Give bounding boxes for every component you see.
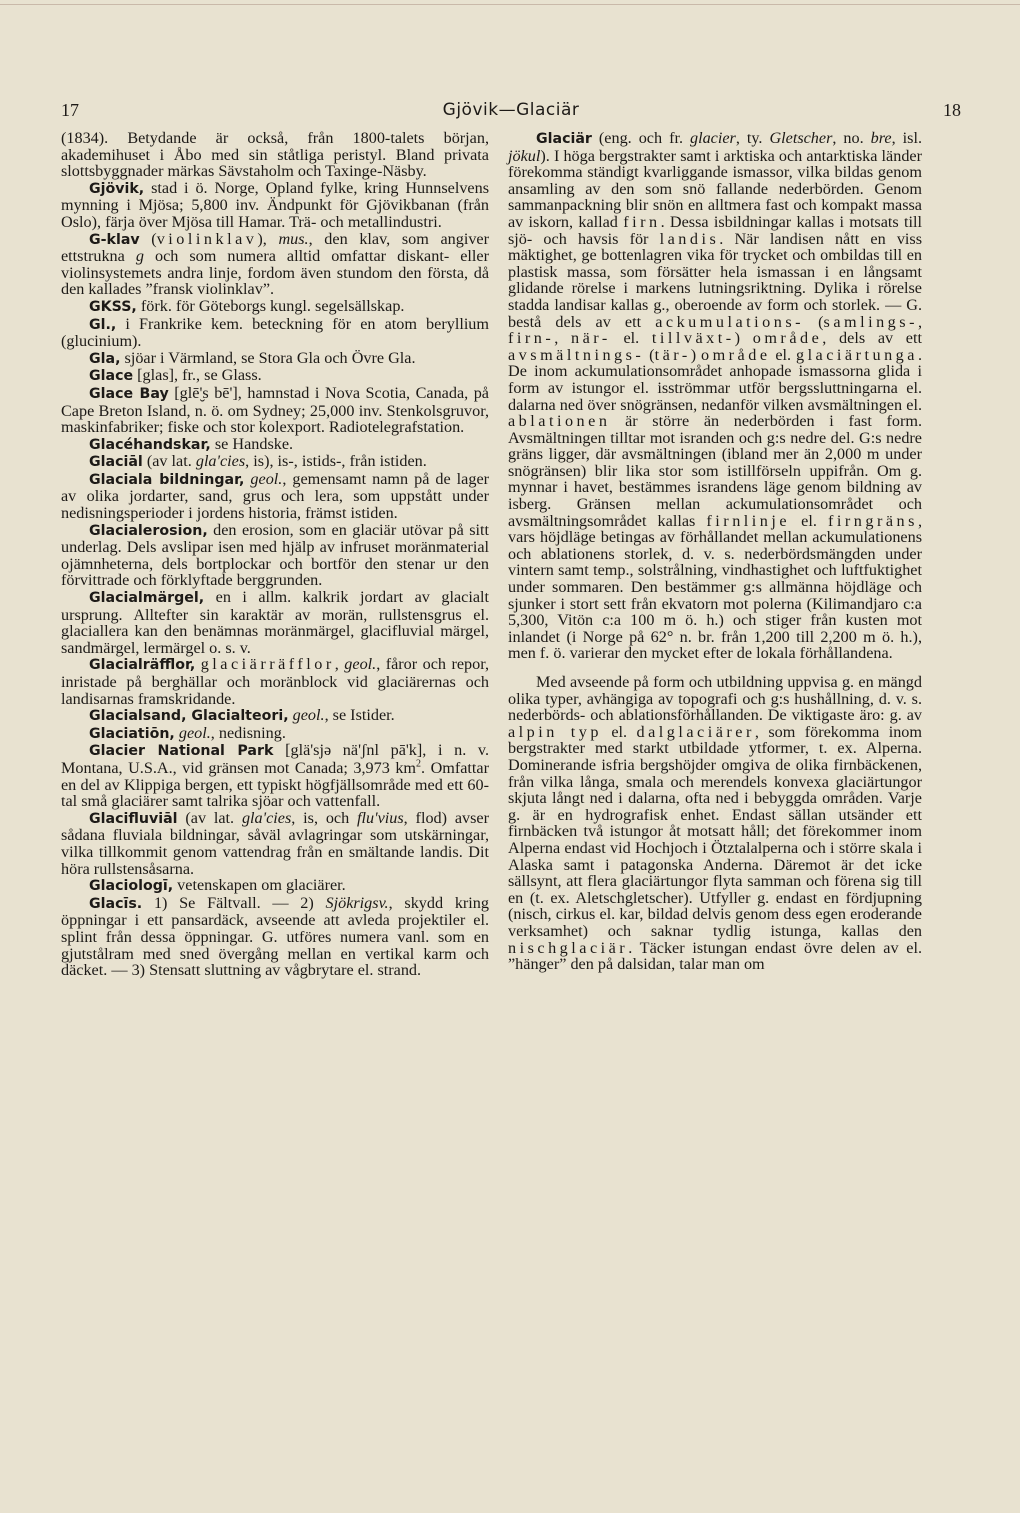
- entry-headword: Glacéhandskar,: [89, 436, 211, 453]
- entry-text: samlings-: [823, 312, 918, 331]
- entry-text: Med avseende på form och utbildning uppvisa g. en mängd olika typer, avhängiga av topografi och g:s hushållning, d. v. s. nederbörds- och ablationsförhållanden. De viktigaste äro: g. av: [508, 673, 922, 725]
- entry-text: 1) Se Fältvall. — 2): [142, 893, 326, 912]
- entry-text: gla'cies: [241, 808, 292, 827]
- dictionary-entry: [61, 707, 489, 725]
- entry-text: (: [644, 345, 655, 364]
- entry-text: , vars höjdläge betingas av förhållandet mellan ackumulationens och ablationens storlek, d. v. s. nederbördsmängden under vintern samt temp., solstrålning, vindhastighet och luftfuktighet under sommaren. Den bestämmer g:s allmänna höjdläge och sjunker i stort sett från ekvatorn mot polerna (Kilimandjaro c:a 5,300, Vitön c:a 100 m ö. h.) och stiger från kusten mot inlandet (i Norge på 62° n. br. från 1,200 till 2,200 m ö. h.), men f. ö. varierar den mycket efter de lokala förhållandena.: [508, 511, 922, 663]
- entry-text: . De inom ackumulationsområdet anhopade ismassorna glida i form av istungor el. isströmmar utför bergssluttningarna el. dalarna ned över snögränsen, nedanför vilken avsmältningen el.: [508, 345, 923, 414]
- entry-text: tär-: [654, 345, 691, 364]
- entry-headword: Glace: [89, 368, 134, 385]
- entry-text: område: [700, 345, 771, 364]
- entry-text: , isl.: [891, 129, 922, 147]
- entry-text: mus.: [278, 229, 309, 248]
- entry-headword: Gl.,: [89, 316, 117, 333]
- dictionary-entry: [61, 367, 489, 385]
- entry-text: [glä'sjə nä'ʃnl pā'k], i n. v. Montana, U.S.A., vid gränsen mot Canada; 3,973 km: [61, 741, 489, 777]
- entry-text: geol.: [292, 706, 325, 725]
- entry-text: 2: [416, 758, 422, 770]
- entry-text: gla'cies: [195, 452, 246, 471]
- entry-text: , ty.: [735, 129, 770, 147]
- entry-headword: Glacifluviāl: [89, 810, 178, 827]
- entry-text: tillväxt-: [651, 329, 735, 348]
- entry-text: en i allm. kalkrik jordart av glacialt ursprung. Alltefter sin karaktär av morän, rullstensgrus el. glaciallera kan den benämnas moränmärgel, glacifluvial märgel, sandmärgel, lermärgel o. s. v.: [61, 588, 489, 657]
- entry-text: , som förekomma inom bergstrakter med starkt utbildade ytformer, t. ex. Alperna. Dominerande isfria bergshöjder omgiva de olika firnbäckenen, från vilka långa, smala och merendels konvexa glaciärtungor skjuta långt ned i dalarna, ofta ned i bebyggda områden. Varje g. är en hydrografisk enhet. Endast sällan utsänder ett firnbäcken två istungor åt motsatt håll; det förekommer inom Alperna endast vid Hochjoch i Ötztalalperna och i större skala i Alaska samt i patagonska Anderna. Däremot är det icke sällsynt, att flera glaciärtungor flyta samman och förena sig till en (t. ex. Aletschgletscher). Utfyller g. endast en fördjupning (nisch, cirkus el. kar, bildad delvis genom dess egen eroderande verksamhet) och saknar tydlig istunga, kallas den: [508, 722, 922, 940]
- entry-text: (av lat.: [177, 808, 242, 827]
- entry-headword: Glacialmärgel,: [89, 590, 205, 607]
- entry-headword: Glacier National Park: [89, 743, 274, 760]
- entry-text: glaciärtunga: [795, 345, 918, 364]
- entry-text: alpin typ: [508, 722, 602, 741]
- entry-text: den erosion, som en glaciär utövar på sitt underlag. Dels avslipar isen med hjälp av infruset moränmaterial ojämnheterna, dels bortplockar och bortför den stenar ur den förvittrade och förklyftade berggrunden.: [61, 520, 489, 590]
- entry-text: , dels av ett: [822, 329, 922, 348]
- dictionary-entry: [61, 180, 489, 231]
- entry-text: se Handske.: [210, 434, 294, 453]
- dictionary-entry: [61, 316, 489, 350]
- entry-text: el.: [770, 345, 796, 364]
- entry-text: , is, och: [291, 808, 358, 827]
- entry-text: ): [734, 329, 753, 348]
- dictionary-entry: [61, 895, 489, 979]
- running-head: Gjövik—Glaciär: [442, 100, 580, 120]
- page-number-left: 17: [61, 100, 79, 120]
- entry-text: (: [804, 312, 824, 331]
- entry-text: jökul: [508, 146, 541, 165]
- dictionary-entry: [61, 471, 489, 522]
- dictionary-entry: [61, 385, 489, 436]
- entry-headword: Gla,: [89, 350, 121, 367]
- entry-text: [glas], fr., se Glass.: [133, 366, 262, 385]
- entry-text: el.: [610, 329, 652, 348]
- entry-text: geol.: [250, 469, 283, 488]
- entry-text: (eng. och fr.: [591, 129, 690, 147]
- dictionary-entry: [508, 674, 922, 973]
- entry-text: när-: [571, 329, 611, 348]
- entry-text: firn-: [508, 329, 555, 348]
- entry-headword: Glacialsand, Glacialteori,: [89, 708, 289, 725]
- dictionary-entry: [61, 522, 489, 589]
- entry-text: . Dessa isbildningar kallas i motsats till sjö- och havsis för: [508, 212, 922, 248]
- entry-headword: Glaciāl: [89, 454, 143, 471]
- dictionary-entry: [61, 453, 489, 471]
- entry-text: vetenskapen om glaciärer.: [173, 876, 346, 895]
- entry-text: , flod) avser sådana fluviala bildningar, såväl avlagringar som utskärningar, vilka tillkommit genom vattendrag från en smältande landis. Dit höra rullstensåsarna.: [61, 808, 490, 878]
- entry-text: flu'vius: [357, 808, 404, 827]
- dictionary-entry: [61, 742, 489, 809]
- dictionary-entry: [508, 130, 922, 662]
- entry-headword: Gjövik,: [89, 180, 145, 197]
- entry-text: stad i ö. Norge, Opland fylke, kring Hunnselvens mynning i Mjösa; 5,800 inv. Ändpunkt för Gjövikbanan (från Oslo), färja över Mjösa till Hamar. Trä- och metallindustri.: [61, 178, 489, 231]
- entry-headword: Glaciologī,: [89, 878, 174, 895]
- entry-headword: Glacīs.: [89, 895, 143, 912]
- entry-text: glaciärräfflor: [200, 655, 335, 674]
- entry-text: , gemensamt namn på de lager av olika jordarter, sand, grus och lera, som uppstått under nedisningsperioder i jordens historia, främst istiden.: [61, 469, 490, 523]
- entry-text: ,: [334, 655, 345, 674]
- entry-text: Gletscher: [769, 129, 833, 147]
- entry-text: i Frankrike kem. beteckning för en atom beryllium (glucinium).: [61, 314, 489, 351]
- entry-text: firnlinje: [706, 511, 791, 530]
- entry-headword: Glace Bay: [89, 385, 169, 402]
- entry-text: firn: [623, 212, 661, 231]
- entry-text: , se Istider.: [324, 706, 395, 725]
- entry-headword: Glacialräfflor,: [89, 657, 196, 674]
- entry-text: ackumulations-: [655, 312, 805, 331]
- entry-text: , den klav, som angiver ettstrukna: [61, 229, 490, 266]
- entry-text: landis: [659, 229, 720, 248]
- entry-text: el.: [601, 722, 637, 741]
- entry-text: firngräns: [828, 511, 918, 530]
- entry-text: . När landisen nått en viss mäktighet, ge bottenlagren vika för trycket och ombildas till en plastisk massa, som försätter hela ismassan i en långsamt glidande rörelse i markens lutningsriktning. Dylika i rörelse stadda landisar kallas g., oberoende av form och storlek. — G. bestå dels av ett: [508, 229, 923, 331]
- entry-text: sjöar i Värmland, se Stora Gla och Övre Gla.: [120, 348, 416, 367]
- dictionary-entry: [61, 436, 489, 454]
- entry-text: glacier: [689, 129, 736, 147]
- entry-text: el.: [790, 511, 829, 530]
- entry-headword: G-klav: [89, 231, 140, 248]
- entry-headword: Glaciala bildningar,: [89, 471, 245, 488]
- entry-headword: GKSS,: [89, 298, 137, 315]
- entry-text: ,: [554, 329, 572, 348]
- dictionary-entry: [61, 350, 489, 368]
- entry-headword: Glaciär: [536, 131, 592, 147]
- dictionary-entry: [61, 231, 489, 298]
- entry-text: , no.: [832, 129, 871, 147]
- entry-text: . Omfattar en del av Klippiga bergen, ett typiskt högfjällsområde med ett 60-tal små glaciärer samt talrika sjöar och vattenfall.: [61, 758, 489, 811]
- dictionary-entry: [61, 810, 489, 877]
- entry-text: bre: [870, 129, 892, 147]
- dictionary-entry: [61, 589, 489, 656]
- entry-text: ,: [917, 312, 923, 331]
- entry-text: geol.: [178, 723, 211, 742]
- entry-text: (av lat.: [142, 452, 196, 471]
- entry-text: geol.: [344, 655, 377, 674]
- entry-text: ),: [257, 229, 279, 248]
- entry-text: , fåror och repor, inristade på berghällar och moränblock vid glaciärernas och landisarnas framskridande.: [61, 655, 489, 708]
- continued-paragraph: [61, 130, 489, 180]
- dictionary-entry: [61, 298, 489, 316]
- right-column: [508, 130, 922, 973]
- entry-text: . Täcker istungan endast övre delen av el. ”hänger” den på dalsidan, talar man om: [508, 938, 922, 974]
- entry-text: ). I höga bergstrakter samt i arktiska och antarktiska länder förekomma ständigt kvarliggande ismassor, vilka bildas genom ansamling av den som snö fallande nederbörden. Genom sammanpackning blir snön en alltmera fast och kompakt massa av iskorn, kallad: [508, 146, 922, 231]
- entry-text: dalglaciärer: [636, 722, 755, 741]
- entry-text: förk. för Göteborgs kungl. segelsällskap.: [136, 296, 405, 315]
- entry-headword: Glacialerosion,: [89, 522, 208, 539]
- entry-text: område: [752, 329, 823, 348]
- entry-headword: Glaciatiōn,: [89, 725, 175, 742]
- entry-text: [glē'̮s bē'], hamnstad i Nova Scotia, Canada, på Cape Breton Island, n. ö. om Sydney; 25,000 inv. Stenkolsgruvor, maskinfabriker; fiske och stor kolexport. Radiotelegrafstation.: [61, 383, 489, 437]
- top-rule: [0, 4, 1020, 5]
- entry-text: , nedisning.: [210, 723, 286, 742]
- entry-text: Sjökrigsv.: [325, 893, 389, 912]
- dictionary-entry: [61, 877, 489, 895]
- entry-text: (: [139, 229, 157, 248]
- entry-text: och som numera alltid omfattar diskant- eller violinsystemets andra linje, fordom även stundom den första, då den kallades ”fransk violinklav”.: [61, 247, 489, 299]
- entry-text: (1834). Betydande är också, från 1800-talets början, akademihuset i Åbo med sin ståtliga peristyl. Bland privata slottsbyggnader märkas Sävstaholm och Taxinge-Näsby.: [61, 129, 489, 181]
- left-column: [61, 130, 489, 979]
- entry-text: , skydd kring öppningar i ett pansardäck, avseende att avleda projektiler el. splint från dessa öppningar. G. utföres numera vanl. som en gjutstålram med sned övergång mellan en vertikal karm och däcket. — 3) Stensatt sluttning av vågbrytare el. strand.: [61, 893, 489, 980]
- dictionary-entry: [61, 656, 489, 707]
- entry-text: är större än nederbörden i fast form. Avsmältningen tilltar mot isranden och g:s nedre del. G:s nedre gräns ligger, där avsmältningen (ibland mer än 2,000 m under snögränsen) blir lika stor som istillförseln uppifrån. Om g. mynnar i havet, bestämmes israndens läge genom bildning av isberg. Gränsen mellan ackumulationsområdet och avsmältningsområdet kallas: [508, 412, 922, 530]
- entry-text: violinklav: [156, 229, 258, 248]
- page-number-right: 18: [943, 100, 961, 120]
- entry-text: ): [690, 345, 701, 364]
- entry-text: avsmältnings-: [508, 345, 645, 364]
- dictionary-entry: [61, 725, 489, 743]
- entry-text: , is), is-, istids-, från istiden.: [245, 452, 427, 471]
- page-header: [61, 100, 961, 130]
- entry-text: ablationen: [508, 412, 611, 431]
- entry-text: nischglaciär: [508, 938, 629, 957]
- entry-text: g: [135, 247, 144, 266]
